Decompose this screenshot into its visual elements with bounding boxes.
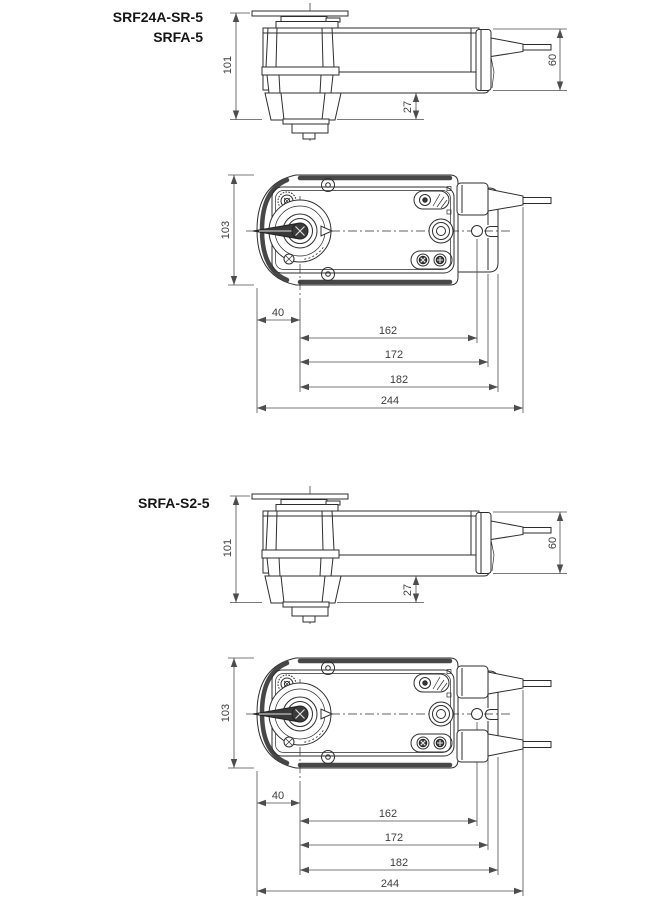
dim-right-height: 60	[547, 536, 559, 550]
dim-length-244: 244	[380, 878, 400, 890]
cable-gland-bottom	[457, 730, 551, 762]
dim-overall-height: 101	[222, 538, 234, 558]
dim-bottom-offset: 27	[402, 583, 414, 597]
figure1-title-secondary: SRFA-5	[153, 29, 203, 45]
side-view	[252, 3, 551, 141]
side-view	[252, 486, 551, 624]
dim-length-172: 172	[384, 832, 404, 844]
cable-gland-top	[457, 666, 551, 698]
dim-length-40: 40	[271, 790, 285, 802]
dim-length-182: 182	[389, 374, 409, 386]
dim-top-view-height: 103	[220, 220, 232, 240]
dim-overall-height: 101	[222, 55, 234, 75]
dim-length-244: 244	[380, 395, 400, 407]
dim-length-172: 172	[384, 349, 404, 361]
cable-gland-top	[457, 183, 551, 215]
dim-length-162: 162	[378, 808, 398, 820]
figure1-title-primary: SRF24A-SR-5	[112, 9, 203, 25]
dim-bottom-offset: 27	[402, 100, 414, 114]
dim-length-162: 162	[378, 325, 398, 337]
dim-length-182: 182	[389, 857, 409, 869]
figure2-title: SRFA-S2-5	[138, 495, 210, 511]
dim-top-view-height: 103	[220, 703, 232, 723]
figure-srf24a-sr-5	[113, 3, 567, 413]
dim-right-height: 60	[547, 53, 559, 67]
dim-length-40: 40	[271, 307, 285, 319]
figure-srfa-s2-5	[138, 486, 567, 896]
